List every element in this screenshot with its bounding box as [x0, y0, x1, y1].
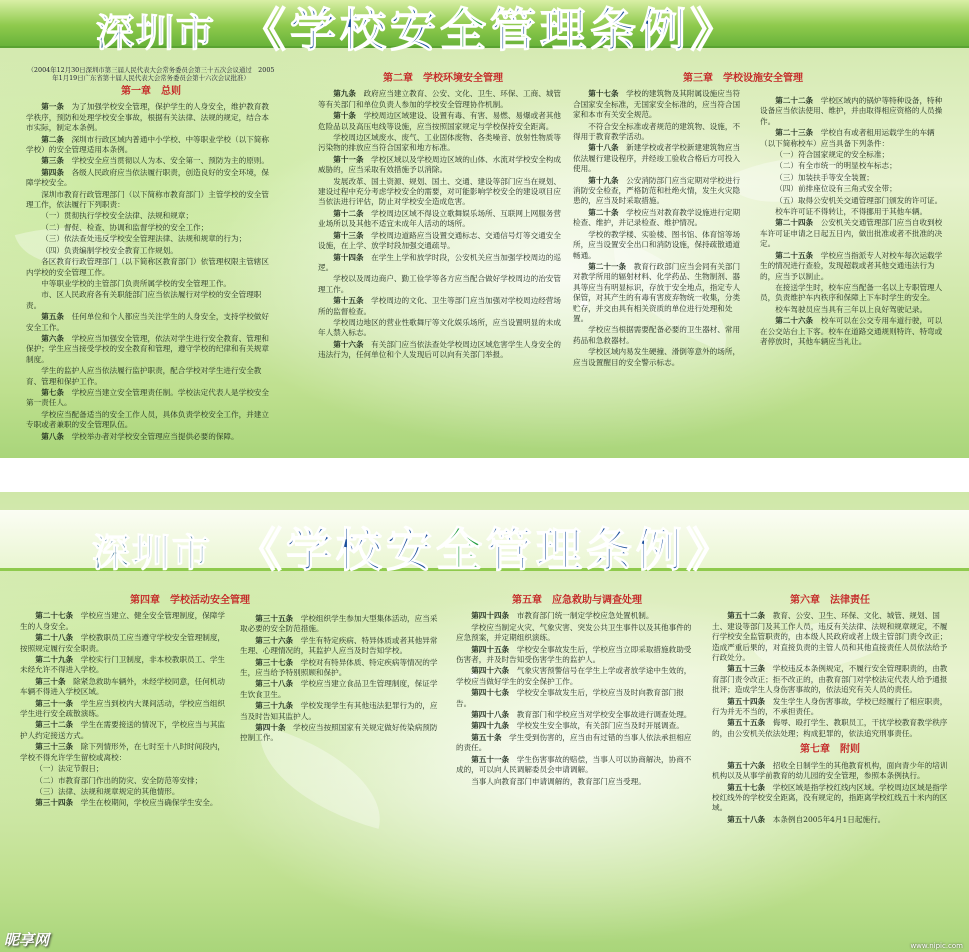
article	[456, 721, 698, 731]
article-number: 第十二条	[333, 208, 364, 218]
article-list	[712, 611, 948, 739]
article-number: 第六条	[41, 333, 64, 343]
article	[26, 102, 276, 133]
article	[20, 720, 230, 741]
article-number: 第四十五条	[471, 644, 510, 654]
article-text: 学校应当根据需要配备必要的卫生器材、常用药品和急救器材。	[573, 325, 741, 345]
article	[712, 718, 948, 739]
article	[760, 251, 948, 282]
article-list	[712, 761, 948, 825]
article-text: （二）有全市统一的明显校车标志；	[775, 161, 897, 171]
article	[573, 262, 745, 324]
article	[760, 96, 948, 127]
article	[318, 89, 568, 110]
column-chapter-4	[20, 595, 250, 810]
article-number: 第四条	[41, 167, 64, 177]
article-text: 除紧急救助车辆外，未经学校同意，任何机动车辆不得进入学校区域。	[20, 676, 226, 697]
article-text: 学校区域是指学校红线内区域。学校周边区域是指学校红线外的学校安全距离，没有规定的，指距离学校红线五十米内的区域。	[712, 782, 948, 813]
article-number: 第十七条	[588, 89, 619, 99]
article-text: 校车可以在公交专用车道行驶，可以在公交站台上下客。校车在道路交通规则特许、特弯或者停放时，其他车辆应当礼让。	[760, 316, 943, 346]
article	[240, 701, 440, 722]
article-text: 为了加强学校安全管理，保护学生的人身安全，维护教育教学秩序，预防和处理学校安全事故，根据有关法律、法规的规定，结合本市实际，制定本条例。	[26, 102, 269, 133]
article	[318, 231, 568, 252]
article	[456, 688, 698, 709]
article	[26, 388, 276, 409]
article-number: 第四十七条	[471, 688, 510, 698]
article	[318, 177, 568, 208]
article-list	[760, 96, 948, 347]
article	[760, 316, 948, 347]
column-chapter-2	[318, 74, 568, 362]
article	[760, 283, 948, 304]
chapter-heading: 第一章 总则	[121, 86, 181, 97]
article-text: 任何单位和个人都应当关注学生的人身安全，支持学校做好安全工作。	[26, 312, 269, 332]
article-text: 气象灾害预警信号在学生上学或者放学途中生效的，学校应当做好学生的安全保护工作。	[456, 666, 692, 686]
article	[573, 89, 745, 120]
article	[573, 208, 745, 229]
article-number: 第三十六条	[255, 635, 294, 645]
article	[456, 623, 698, 644]
article-text: 学校举办者对学校安全管理应当提供必要的保障。	[71, 431, 239, 441]
article-number: 第三十条	[35, 676, 66, 686]
article-text: 深圳市教育行政管理部门（以下简称市教育部门）主管学校的安全管理工作，依法履行下列职责：	[26, 189, 269, 210]
article	[240, 636, 440, 657]
article-text: 学校区域内易发生硬撞、滑倒等意外的场所，应当设置醒目的安全警示标志。	[573, 347, 741, 367]
article-number: 第九条	[333, 89, 356, 99]
article	[760, 184, 948, 194]
article-number: 第十一条	[333, 154, 364, 164]
article-number: 第二十八条	[35, 633, 74, 643]
city-name: 深圳市	[92, 531, 213, 575]
article-text: 各区教育行政管理部门（以下简称区教育部门）依管理权限主管辖区内学校的安全管理工作。	[26, 257, 269, 277]
article	[26, 234, 276, 244]
article-number: 第二十九条	[35, 655, 74, 665]
article-text: 学校周边的文化、卫生等部门应当加强对学校周边经营场所的监督检查。	[318, 296, 561, 316]
article-list	[456, 611, 698, 787]
article-number: 第三十五条	[255, 614, 294, 623]
article	[318, 253, 568, 274]
article-number: 第二十六条	[775, 316, 814, 326]
article-number: 第三十四条	[35, 798, 74, 808]
regulation-title: 《学校安全管理条例》	[236, 523, 737, 577]
article-number: 第五十四条	[727, 696, 766, 706]
article-text: 除下列情形外，在七时至十八时时间段内，学校不得允许学生留校或离校：	[20, 742, 226, 762]
column-chapter-3-continued	[760, 96, 948, 348]
article	[26, 410, 276, 431]
article-text: 在学生上学和放学时段，公安机关应当加强学校周边的巡逻。	[318, 252, 561, 272]
article	[20, 787, 230, 797]
article	[26, 334, 276, 365]
article	[456, 710, 698, 720]
column-chapter-5	[456, 596, 698, 788]
article-text: 学校区域以及学校周边区域的山体、水流对学校安全构成威胁的，应当采取有效措施予以消除。	[318, 154, 561, 175]
article-text: 学校发现学生有其他违法犯罪行为的，应当及时告知其监护人。	[240, 701, 438, 721]
article	[20, 611, 230, 632]
article-text: 市教育部门统一制定学校应急处置机制。	[516, 611, 654, 621]
article-number: 第三十一条	[35, 698, 74, 708]
article-text: 侮辱、殴打学生、教职员工，干扰学校教育教学秩序的，由公安机关依法处理；构成犯罪的，依法追究刑事责任。	[712, 718, 948, 738]
article-number: 第十九条	[588, 175, 619, 185]
article-text: 当事人向教育部门申请调解的，教育部门应当受理。	[471, 776, 646, 786]
article	[318, 133, 568, 154]
article-text: （一）法定节假日；	[35, 764, 104, 774]
column-chapter-4-continued	[240, 614, 440, 745]
adoption-note: （2004年12月30日深圳市第三届人民代表大会常务委员会第三十五次会议通过 2005年1月19日广东省第十届人民代表大会常务委员会第十六次会议批准）	[27, 66, 275, 82]
article	[20, 742, 230, 763]
article-text: （四）前排座位设有三角式安全带；	[775, 184, 897, 194]
article-text: 学校应当制定火灾、气象灾害、突发公共卫生事件以及其他事件的应急预案，并定期组织演练。	[456, 622, 692, 643]
chapter-heading: 第二章 学校环境安全管理	[383, 73, 503, 84]
article-text: 学校周边道路应当设置交通标志、交通信号灯等交通安全设施，在上学、放学时段加强交通疏导。	[318, 230, 561, 251]
article-number: 第五十六条	[727, 760, 766, 770]
article-text: （三）加装扶手等安全装置；	[775, 172, 874, 182]
article-number: 第二十一条	[588, 261, 627, 271]
article-text: 本条例自2005年4月1日起施行。	[772, 814, 886, 824]
article-number: 第二十条	[588, 207, 619, 217]
article-text: 教育、公安、卫生、环保、文化、城管、规划、国土、建设等部门及其工作人员，违反有关法律、法规和规章规定，不履行学校安全监管职责的，由本级人民政府或者上级主管部门责令改正；造成严重后果的，对直接负责的主管人员和其他直接责任人员依法给予行政处分。	[712, 611, 948, 663]
article-text: 学校应当按照国家有关规定做好传染病预防控制工作。	[240, 723, 438, 743]
column-chapter-6-7	[712, 596, 948, 826]
article-number: 第五十八条	[727, 814, 766, 824]
article	[318, 111, 568, 132]
article-number: 第十五条	[333, 296, 364, 306]
article-text: 在接送学生时，校车应当配备一名以上专职管理人员，负责维护车内秩序和保障上下车时学生的安全。	[760, 282, 943, 303]
article-text: 学生的监护人应当依法履行监护职责，配合学校对学生进行安全教育、管理和保护工作。	[26, 366, 262, 386]
article	[26, 279, 276, 289]
article-number: 第五十五条	[727, 718, 766, 728]
article	[318, 155, 568, 176]
article-text: 学校违反本条例规定，不履行安全管理职责的，由教育部门责令改正；拒不改正的，由教育部门对学校法定代表人给予通报批评；造成学生人身伤害事故的，依法追究有关人员的责任。	[712, 664, 948, 695]
article	[456, 666, 698, 687]
article-text: 校车驾驶员应当具有三年以上良好驾驶记录。	[775, 304, 928, 314]
article	[20, 764, 230, 774]
article-number: 第二条	[41, 134, 64, 144]
article	[573, 230, 745, 261]
watermark-logo: 昵享网	[4, 931, 50, 949]
article-number: 第三十八条	[255, 679, 294, 689]
article	[573, 176, 745, 207]
article-number: 第四十八条	[471, 710, 510, 720]
article	[26, 366, 276, 387]
article-list	[573, 89, 745, 368]
article	[456, 645, 698, 666]
article-text: 学校自有或者租用运载学生的车辆（以下简称校车）应当具备下列条件：	[760, 128, 935, 148]
article-number: 第十条	[333, 111, 356, 121]
article-number: 第八条	[41, 431, 64, 441]
article	[760, 161, 948, 171]
article-text: （一）贯彻执行学校安全法律、法规和规章；	[41, 211, 194, 221]
article	[760, 207, 948, 217]
article	[760, 305, 948, 315]
article	[240, 658, 440, 679]
article-text: 学生在需要接送的情况下，学校应当与其监护人约定接送方式。	[20, 720, 226, 740]
poster-top	[0, 0, 969, 458]
article	[240, 614, 440, 635]
article-text: 学校周边区域建设、设置有毒、有害、易燃、易爆或者其他危险品以及高压电线等设施，应当按照国家规定与学校保持安全距离。	[318, 111, 561, 131]
article	[240, 723, 440, 744]
article-number: 第二十三条	[775, 128, 814, 138]
article-number: 第五十三条	[727, 664, 766, 674]
article-text: 学校周边区域废水、废气、工业固体废物、各类噪音、放射性物质等污染物的排放应当符合国家和地方标准。	[318, 133, 561, 153]
article-text: 学校周边区域不得设立歌舞娱乐场所、互联网上网服务营业场所以及其他不适宜未成年人活动的场所。	[318, 208, 561, 229]
article-number: 第三十二条	[35, 720, 74, 730]
article	[760, 150, 948, 160]
article-number: 第五十一条	[471, 754, 510, 764]
article-text: 市、区人民政府各有关职能部门应当依法履行对学校的安全管理职责。	[26, 290, 262, 310]
article	[712, 783, 948, 814]
article	[20, 655, 230, 676]
article-number: 第一条	[41, 102, 64, 112]
article-text: 学校实行门卫制度，非本校教职员工、学生未经允许不得进入学校。	[20, 655, 226, 675]
article-number: 第二十四条	[775, 218, 814, 228]
article-text: 学校以及周边商户、勤工俭学等各方应当配合做好学校周边的治安管理工作。	[318, 274, 561, 294]
article	[20, 677, 230, 698]
article-text: 政府应当建立教育、公安、文化、卫生、环保、工商、城管等有关部门和单位负责人参加的学校安全管理协作机制。	[318, 89, 561, 109]
article-number: 第二十七条	[35, 611, 74, 621]
article	[20, 776, 230, 786]
chapter-heading: 第五章 应急救助与调查处理	[512, 595, 642, 606]
article	[760, 173, 948, 183]
city-name: 深圳市	[96, 11, 217, 55]
regulation-title: 《学校安全管理条例》	[240, 3, 741, 57]
article-text: 学校应当加强安全管理，依法对学生进行安全教育、管理和保护；学生应当接受学校的安全教育和管理，遵守学校的纪律和有关规章制度。	[26, 333, 269, 364]
article	[573, 122, 745, 143]
article-text: 公安消防部门应当定期对学校进行消防安全检查，严格防范和杜绝火情，发生火灾隐患的，应当及时采取措施。	[573, 175, 741, 206]
article-text: 教育部门和学校应当对学校安全事故进行调查处理。	[516, 710, 692, 720]
article-text: 学校应当建立食品卫生管理制度，保证学生饮食卫生。	[240, 679, 438, 699]
article	[20, 633, 230, 654]
article-text: 学校安全应当贯彻以人为本、安全第一、预防为主的原则。	[71, 156, 269, 166]
article-text: 学校发生安全事故，有关部门应当及时开展调查。	[516, 721, 684, 731]
article-text: 学校区域内的锅炉等特种设备，特种设备应当依法使用、维护，并由取得相应资格的人员操作。	[760, 96, 943, 126]
article	[456, 755, 698, 776]
article	[318, 296, 568, 317]
article	[26, 223, 276, 233]
article-number: 第四十六条	[471, 666, 510, 676]
article-text: 学生应当到校内大课间活动，学校应当组织学生进行安全疏散演练。	[20, 698, 226, 719]
article	[318, 274, 568, 295]
article	[26, 168, 276, 189]
article-text: 学校组织学生参加大型集体活动，应当采取必要的安全防范措施。	[240, 614, 438, 634]
article-text: 学校应当配备适当的安全工作人员，具体负责学校安全工作，并建立专职或者兼职的安全管理队伍。	[26, 409, 269, 430]
article	[318, 318, 568, 339]
article	[26, 290, 276, 311]
article-number: 第三十九条	[255, 701, 294, 711]
article-list	[20, 611, 230, 808]
article-list	[318, 89, 568, 360]
article	[573, 325, 745, 346]
article	[26, 312, 276, 333]
article-number: 第三十三条	[35, 742, 74, 752]
article	[712, 761, 948, 782]
article	[240, 679, 440, 700]
article	[456, 777, 698, 787]
article	[573, 347, 745, 368]
article-text: 学校周边地区的营业性歌舞厅等文化娱乐场所，应当设置明显的未成年人禁入标志。	[318, 317, 561, 338]
article-text: 中等职业学校的主管部门负责所属学校的安全管理工作。	[41, 278, 232, 288]
article-text: 学校教职员工应当遵守学校安全管理制度，按照规定履行安全职责。	[20, 633, 226, 653]
article-text: 学校安全事故发生后，学校应当及时向教育部门报告。	[456, 688, 684, 708]
article	[26, 432, 276, 442]
article-number: 第十四条	[333, 252, 364, 262]
article-number: 第四十四条	[471, 611, 510, 621]
article	[712, 664, 948, 695]
article	[26, 190, 276, 211]
column-chapter-1	[26, 66, 276, 443]
article-text: 有关部门应当依法查处学校周边区域危害学生人身安全的违法行为，任何单位和个人发现后可以向有关部门举报。	[318, 339, 561, 360]
article-number: 第二十五条	[775, 250, 814, 260]
article-text: 校车许可证不得转让，不得挪用于其他车辆。	[775, 207, 928, 217]
article-text: （五）取得公安机关交通管理部门颁发的许可证。	[775, 195, 943, 205]
article	[712, 611, 948, 663]
article	[26, 257, 276, 278]
article-number: 第五十七条	[727, 782, 766, 792]
article-text: 学生受到伤害的，应当由有过错的当事人依法承担相应的责任。	[456, 732, 692, 753]
article	[760, 218, 948, 249]
article-text: 学校安全事故发生后，学校应当立即采取措施救助受伤害者，并及时告知受伤害学生的监护人。	[456, 644, 692, 665]
article	[456, 733, 698, 754]
article-text: 发生学生人身伤害事故，学校已经履行了相应职责，行为并无不当的，不承担责任。	[712, 696, 948, 717]
article-text: 学校的教学楼、实验楼、图书馆、体育馆等场所，应当设置安全出口和消防设施，保持疏散通道畅通。	[573, 229, 741, 260]
article-text: 学校的建筑物及其附属设施应当符合国家安全标准，无国家安全标准的，应当符合国家和本市有关安全规范。	[573, 89, 741, 120]
article	[26, 246, 276, 256]
article-number: 第五十二条	[727, 611, 766, 621]
chapter-heading: 第三章 学校设施安全管理	[683, 73, 803, 84]
article	[26, 211, 276, 221]
article-number: 第十三条	[333, 230, 364, 240]
chapter-heading: 第七章 附则	[800, 744, 860, 756]
article	[760, 196, 948, 206]
article-text: 学校对有特异体质、特定疾病等情况的学生，应当给予特别照顾和保护。	[240, 657, 438, 678]
chapter-heading: 第四章 学校活动安全管理	[130, 595, 250, 606]
article-list	[240, 614, 440, 744]
article	[20, 798, 230, 808]
article	[760, 128, 948, 149]
article-number: 第四十九条	[471, 721, 510, 731]
article-text: 学生伤害事故的赔偿，当事人可以协商解决，协商不成的，可以向人民调解委员会申请调解。	[456, 754, 692, 775]
article-text: 学生在校期间，学校应当确保学生安全。	[80, 798, 218, 808]
article	[712, 697, 948, 718]
article	[20, 699, 230, 720]
article-text: 教育行政部门应当会同有关部门对教学所用的辐射材料、化学药品、生物制剂、器具等应当有明显标识，存放于安全地点，指定专人保管，对其产生的有毒有害废弃物统一收集，分类贮存，并交由具有相关资质的单位进行处理和处置。	[573, 261, 741, 323]
article-text: （二）市教育部门作出的防灾、安全防范等安排；	[35, 775, 203, 785]
article-text: （三）法律、法规和规章规定的其他情形。	[35, 786, 180, 796]
article-text: 不符合安全标准或者规范的建筑物、设施，不得用于教育教学活动。	[573, 121, 741, 142]
article-text: 学校应当指派专人对校车每次运载学生的情况进行查验，发现超载或者其他交通违法行为的，应当予以制止。	[760, 250, 943, 281]
watermark-url: www.nipic.com	[910, 942, 963, 950]
article-text: 深圳市行政区域内普通中小学校、中等职业学校（以下简称学校）的安全管理适用本条例。	[26, 134, 269, 155]
article-text: 各级人民政府应当依法履行职责，创造良好的安全环境，保障学校安全。	[26, 167, 269, 188]
article-text: 招收全日制学生的其他教育机构，面向青少年的培训机构以及从事学前教育的幼儿园的安全管理，参照本条例执行。	[712, 760, 948, 781]
article-text: 学校应当对教育教学设施进行定期检查、维护，并记录检查、维护情况。	[573, 207, 741, 228]
article-number: 第五十条	[471, 732, 502, 742]
article	[26, 135, 276, 156]
article	[26, 156, 276, 166]
article-number: 第七条	[41, 387, 64, 397]
article-text: 学生有特定疾病、特异体质或者其他异常生理、心理情况的，其监护人应当及时告知学校。	[240, 635, 438, 656]
article-text: 公安机关交通管理部门应当自收到校车许可证申请之日起五日内，做出批准或者不批准的决定。	[760, 218, 943, 249]
article	[318, 209, 568, 230]
poster-bottom	[0, 492, 969, 952]
article	[573, 143, 745, 174]
article	[318, 340, 568, 361]
article-text: 发展改革、国土资源、规划、国土、交通、建设等部门应当在规划、建设过程中充分考虑学校安全的需要，对可能影响学校安全的建设项目应当依法进行评估，防止对学校安全造成危害。	[318, 176, 561, 207]
article-number: 第十六条	[333, 339, 364, 349]
article-number: 第十八条	[588, 143, 619, 153]
article-number: 第三十七条	[255, 657, 294, 667]
article-text: 学校应当建立、健全安全管理制度，保障学生的人身安全。	[20, 611, 226, 631]
article-number: 第二十二条	[775, 96, 814, 105]
article-text: 新建学校或者学校新建建筑物应当依法履行建设程序，并经竣工验收合格后方可投入使用。	[573, 143, 741, 174]
chapter-heading: 第六章 法律责任	[790, 595, 870, 606]
article-text: （三）依法查处违反学校安全管理法律、法规和规章的行为；	[41, 234, 247, 244]
article	[456, 611, 698, 621]
poster-title	[92, 514, 736, 580]
article-text: （四）负责编制学校安全教育工作规划。	[41, 245, 178, 255]
article-text: （二）督促、检查、协调和监督学校的安全工作；	[41, 222, 209, 232]
article-number: 第四十条	[255, 723, 286, 733]
article-list	[26, 102, 276, 442]
article	[712, 815, 948, 825]
article-text: （一）符合国家规定的安全标准；	[775, 150, 890, 160]
article-number: 第三条	[41, 156, 64, 166]
poster-title	[96, 0, 740, 60]
article-number: 第五条	[41, 312, 64, 322]
article-text: 学校应当建立安全管理责任制。学校法定代表人是学校安全第一责任人。	[26, 387, 269, 408]
